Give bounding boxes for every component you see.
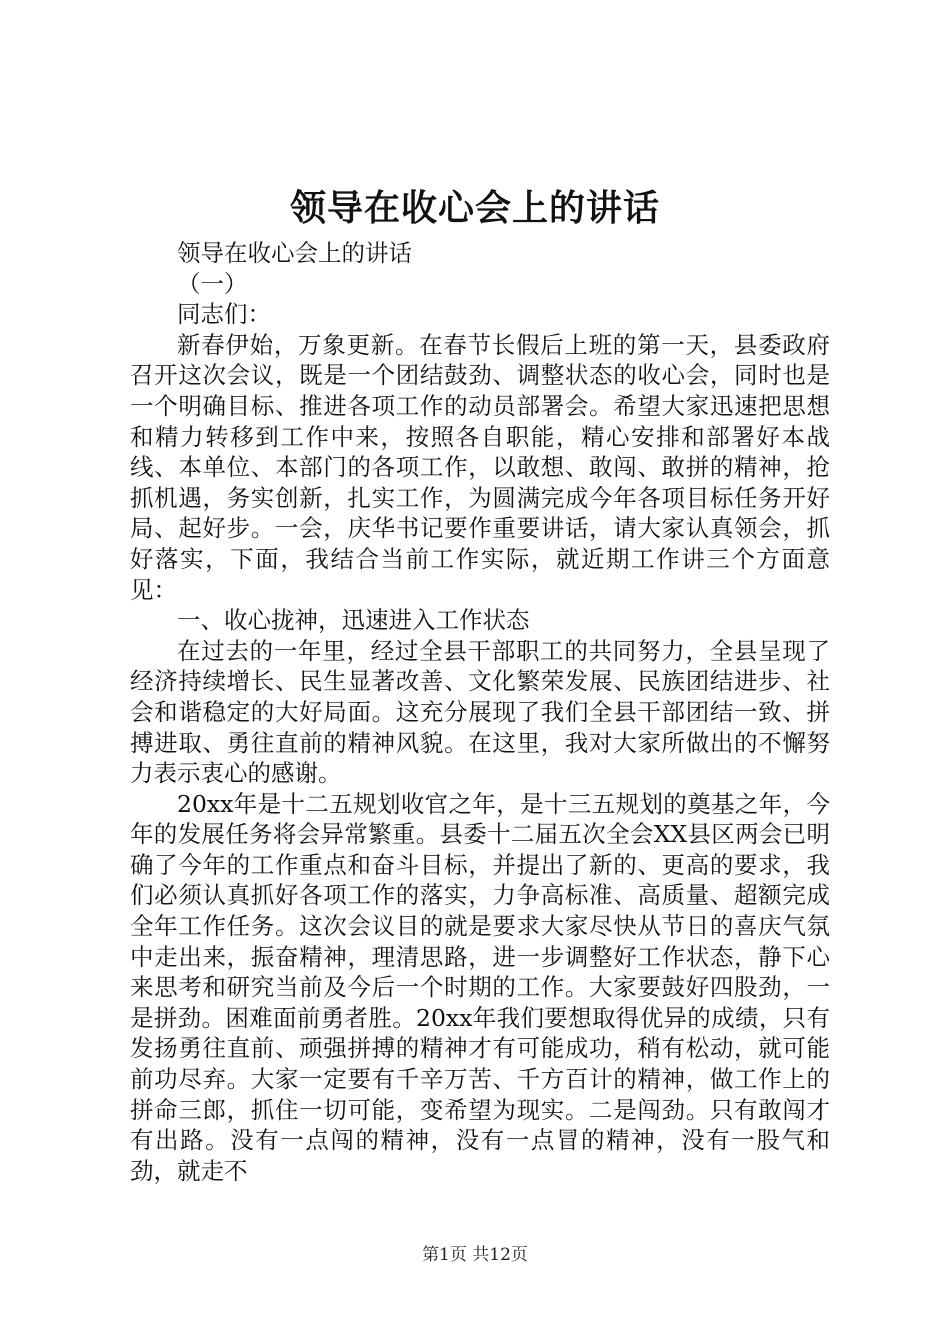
subtitle-paragraph: 领导在收心会上的讲话 — [177, 239, 412, 267]
section-heading: 一、收心拢神，迅速进入工作状态 — [177, 606, 530, 635]
section-number-paragraph: （一） — [177, 269, 248, 298]
page-footer: 第1页 共12页 — [422, 1245, 528, 1265]
document-body — [130, 238, 830, 1186]
document-title: 领导在收心会上的讲话 — [289, 187, 660, 229]
salutation-paragraph: 同志们： — [177, 300, 271, 329]
body-paragraph: 在过去的一年里，经过全县干部职工的共同努力，全县呈现了经济持续增长、民生显著改善、文化繁荣发展、民族团结进步、社会和谐稳定的大好局面。这充分展现了我们全县干部团结一致、拼搏进取、勇往直前的精神风貌。在这里，我对大家所做出的不懈努力表示衷心的感谢。 — [130, 636, 830, 788]
body-paragraph: 20xx年是十二五规划收官之年，是十三五规划的奠基之年，今年的发展任务将会异常繁重。县委十二届五次全会XX县区两会已明确了今年的工作重点和奋斗目标，并提出了新的、更高的要求，我们必须认真抓好各项工作的落实，力争高标准、高质量、超额完成全年工作任务。这次会议目的就是要求大家尽快从节日的喜庆气氛中走出来，振奋精神，理清思路，进一步调整好工作状态，静下心来思考和研究当前及今后一个时期的工作。大家要鼓好四股劲，一是拼劲。困难面前勇者胜。20xx年我们要想取得优异的成绩，只有发扬勇往直前、顽强拼搏的精神才有可能成功，稍有松动，就可能前功尽弃。大家一定要有千辛万苦、千方百计的精神，做工作上的拼命三郎，抓住一切可能，变希望为现实。二是闯劲。只有敢闯才有出路。没有一点闯的精神，没有一点冒的精神，没有一股气和劲，就走不 — [130, 789, 830, 1185]
body-paragraph: 新春伊始，万象更新。在春节长假后上班的第一天，县委政府召开这次会议，既是一个团结鼓劲、调整状态的收心会，同时也是一个明确目标、推进各项工作的动员部署会。希望大家迅速把思想和精力转移到工作中来，按照各自职能，精心安排和部署好本战线、本单位、本部门的各项工作，以敢想、敢闯、敢拼的精神，抢抓机遇，务实创新，扎实工作，为圆满完成今年各项目标任务开好局、起好步。一会，庆华书记要作重要讲话，请大家认真领会，抓好落实，下面，我结合当前工作实际，就近期工作讲三个方面意见： — [130, 330, 830, 604]
